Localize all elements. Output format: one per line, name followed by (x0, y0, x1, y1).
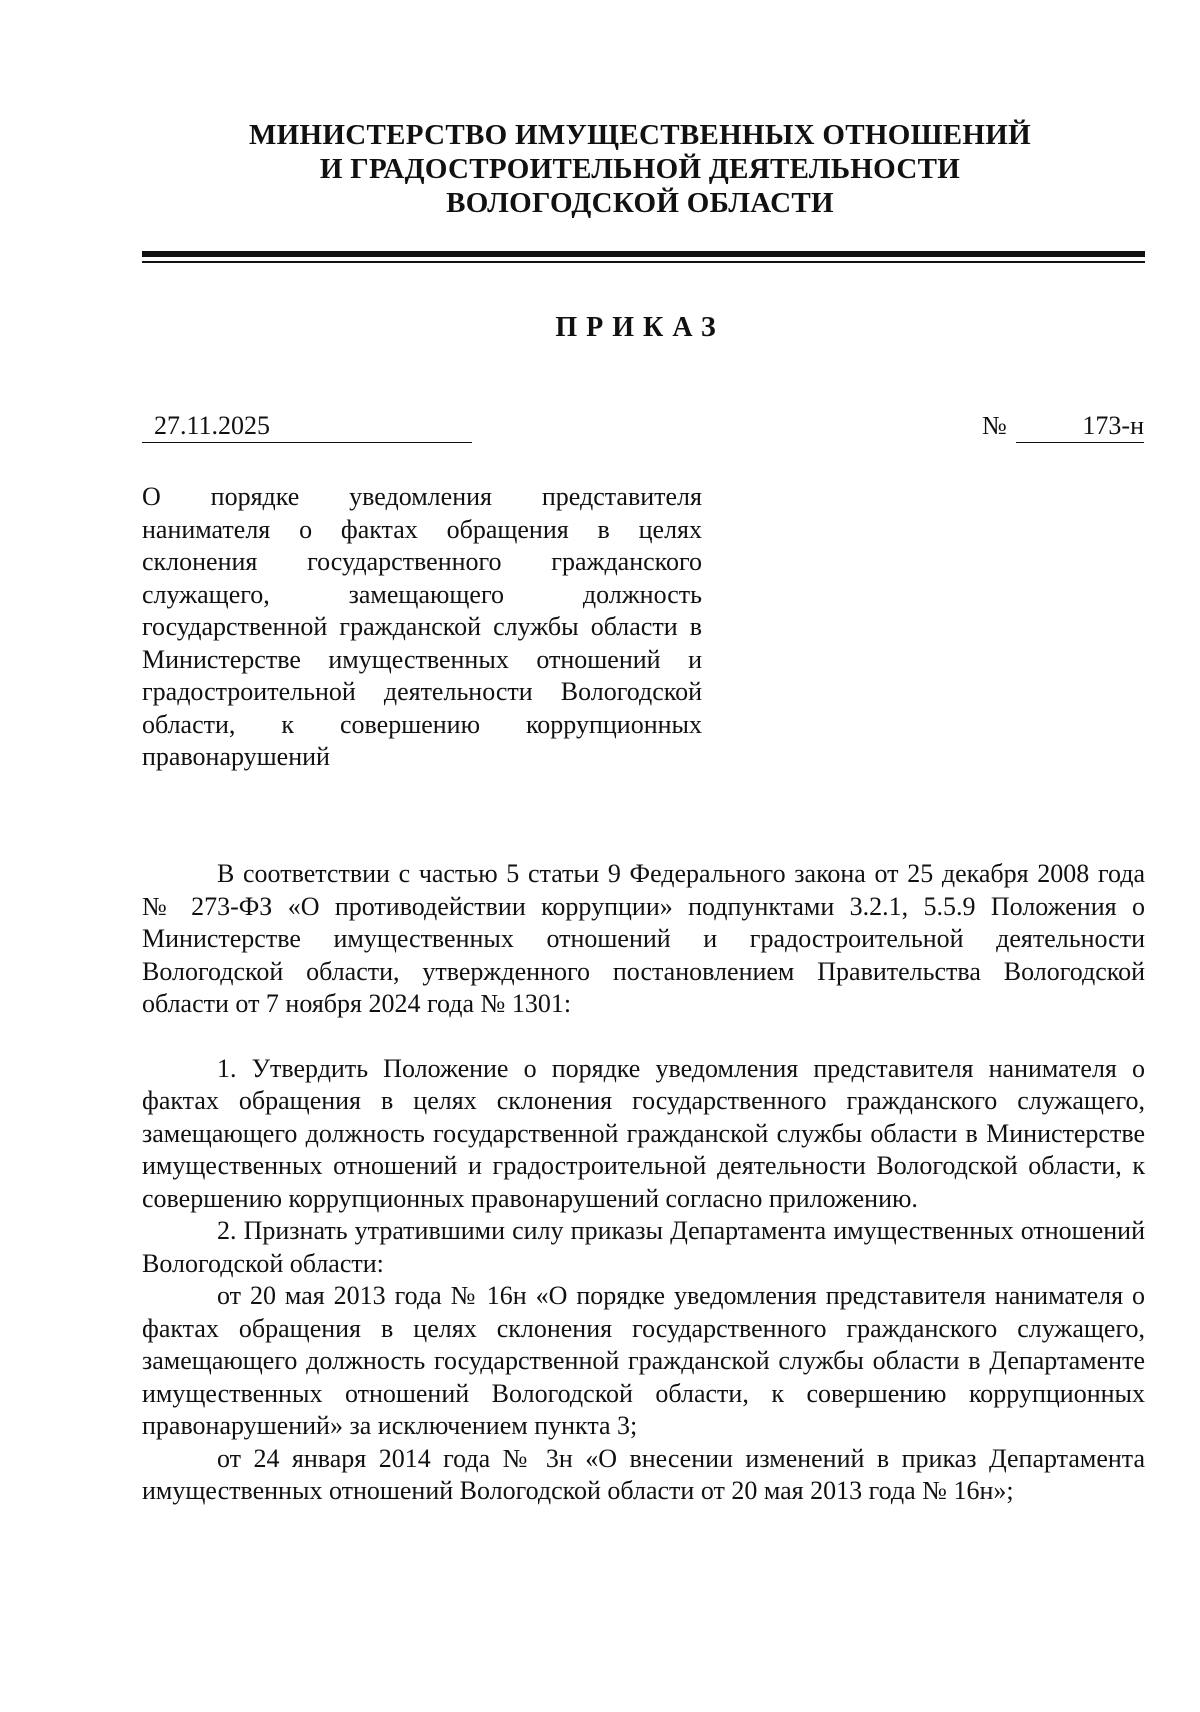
subject-text: О порядке уведомления представителя нанимателя о фактах обращения в целях склонения государственного гражданского служащего, замещающего должность государственной гражданской службы области в Министерстве имущественных отношений и градостроительной деятельности Вологодской области, к совершению коррупционных правонарушений (142, 482, 702, 771)
header-line-1: МИНИСТЕРСТВО ИМУЩЕСТВЕННЫХ ОТНОШЕНИЙ (248, 119, 1031, 151)
header-rule-thin (142, 261, 1145, 263)
item-paragraph-4: от 24 января 2014 года № 3н «О внесении изменений в приказ Департамента имущественных отношений Вологодской области от 20 мая 2013 года № 16н»; (142, 1443, 1145, 1505)
preamble-paragraph: В соответствии с частью 5 статьи 9 Федерального закона от 25 декабря 2008 года № 273-ФЗ «О противодействии коррупции» подпунктами 3.2.1, 5.5.9 Положения о Министерстве имущественных отношений и градостроительной деятельности Вологодской области, утвержденного постановлением Правительства Вологодской области от 7 ноября 2024 года № 1301: (142, 859, 1145, 1018)
document-subject (142, 481, 702, 774)
header-line-3: ВОЛОГОДСКОЙ ОБЛАСТИ (446, 187, 834, 219)
item-paragraph-3: от 20 мая 2013 года № 16н «О порядке уведомления представителя нанимателя о фактах обращения в целях склонения государственного гражданского служащего, замещающего должность государственной гражданской службы области в Департаменте имущественных отношений Вологодской области, к совершению коррупционных правонарушений» за исключением пункта 3; (142, 1281, 1145, 1440)
ministry-header (140, 118, 1140, 220)
document-number: 173-н (1016, 410, 1144, 443)
number-sign: № (982, 411, 1007, 440)
document-date-field (142, 410, 472, 443)
item-paragraph-2: 2. Признать утратившими силу приказы Департамента имущественных отношений Вологодской области: (142, 1216, 1145, 1278)
item-paragraph-1: 1. Утвердить Положение о порядке уведомления представителя нанимателя о фактах обращения в целях склонения государственного гражданского служащего, замещающего должность государственной гражданской службы области в Министерстве имущественных отношений и градостроительной деятельности Вологодской области, к совершению коррупционных правонарушений согласно приложению. (142, 1053, 1145, 1213)
header-line-2: И ГРАДОСТРОИТЕЛЬНОЙ ДЕЯТЕЛЬНОСТИ (319, 153, 961, 185)
document-type: ПРИКАЗ (555, 312, 725, 343)
document-body (142, 858, 1145, 1508)
document-date: 27.11.2025 (154, 411, 271, 440)
header-rule-thick (142, 251, 1145, 257)
